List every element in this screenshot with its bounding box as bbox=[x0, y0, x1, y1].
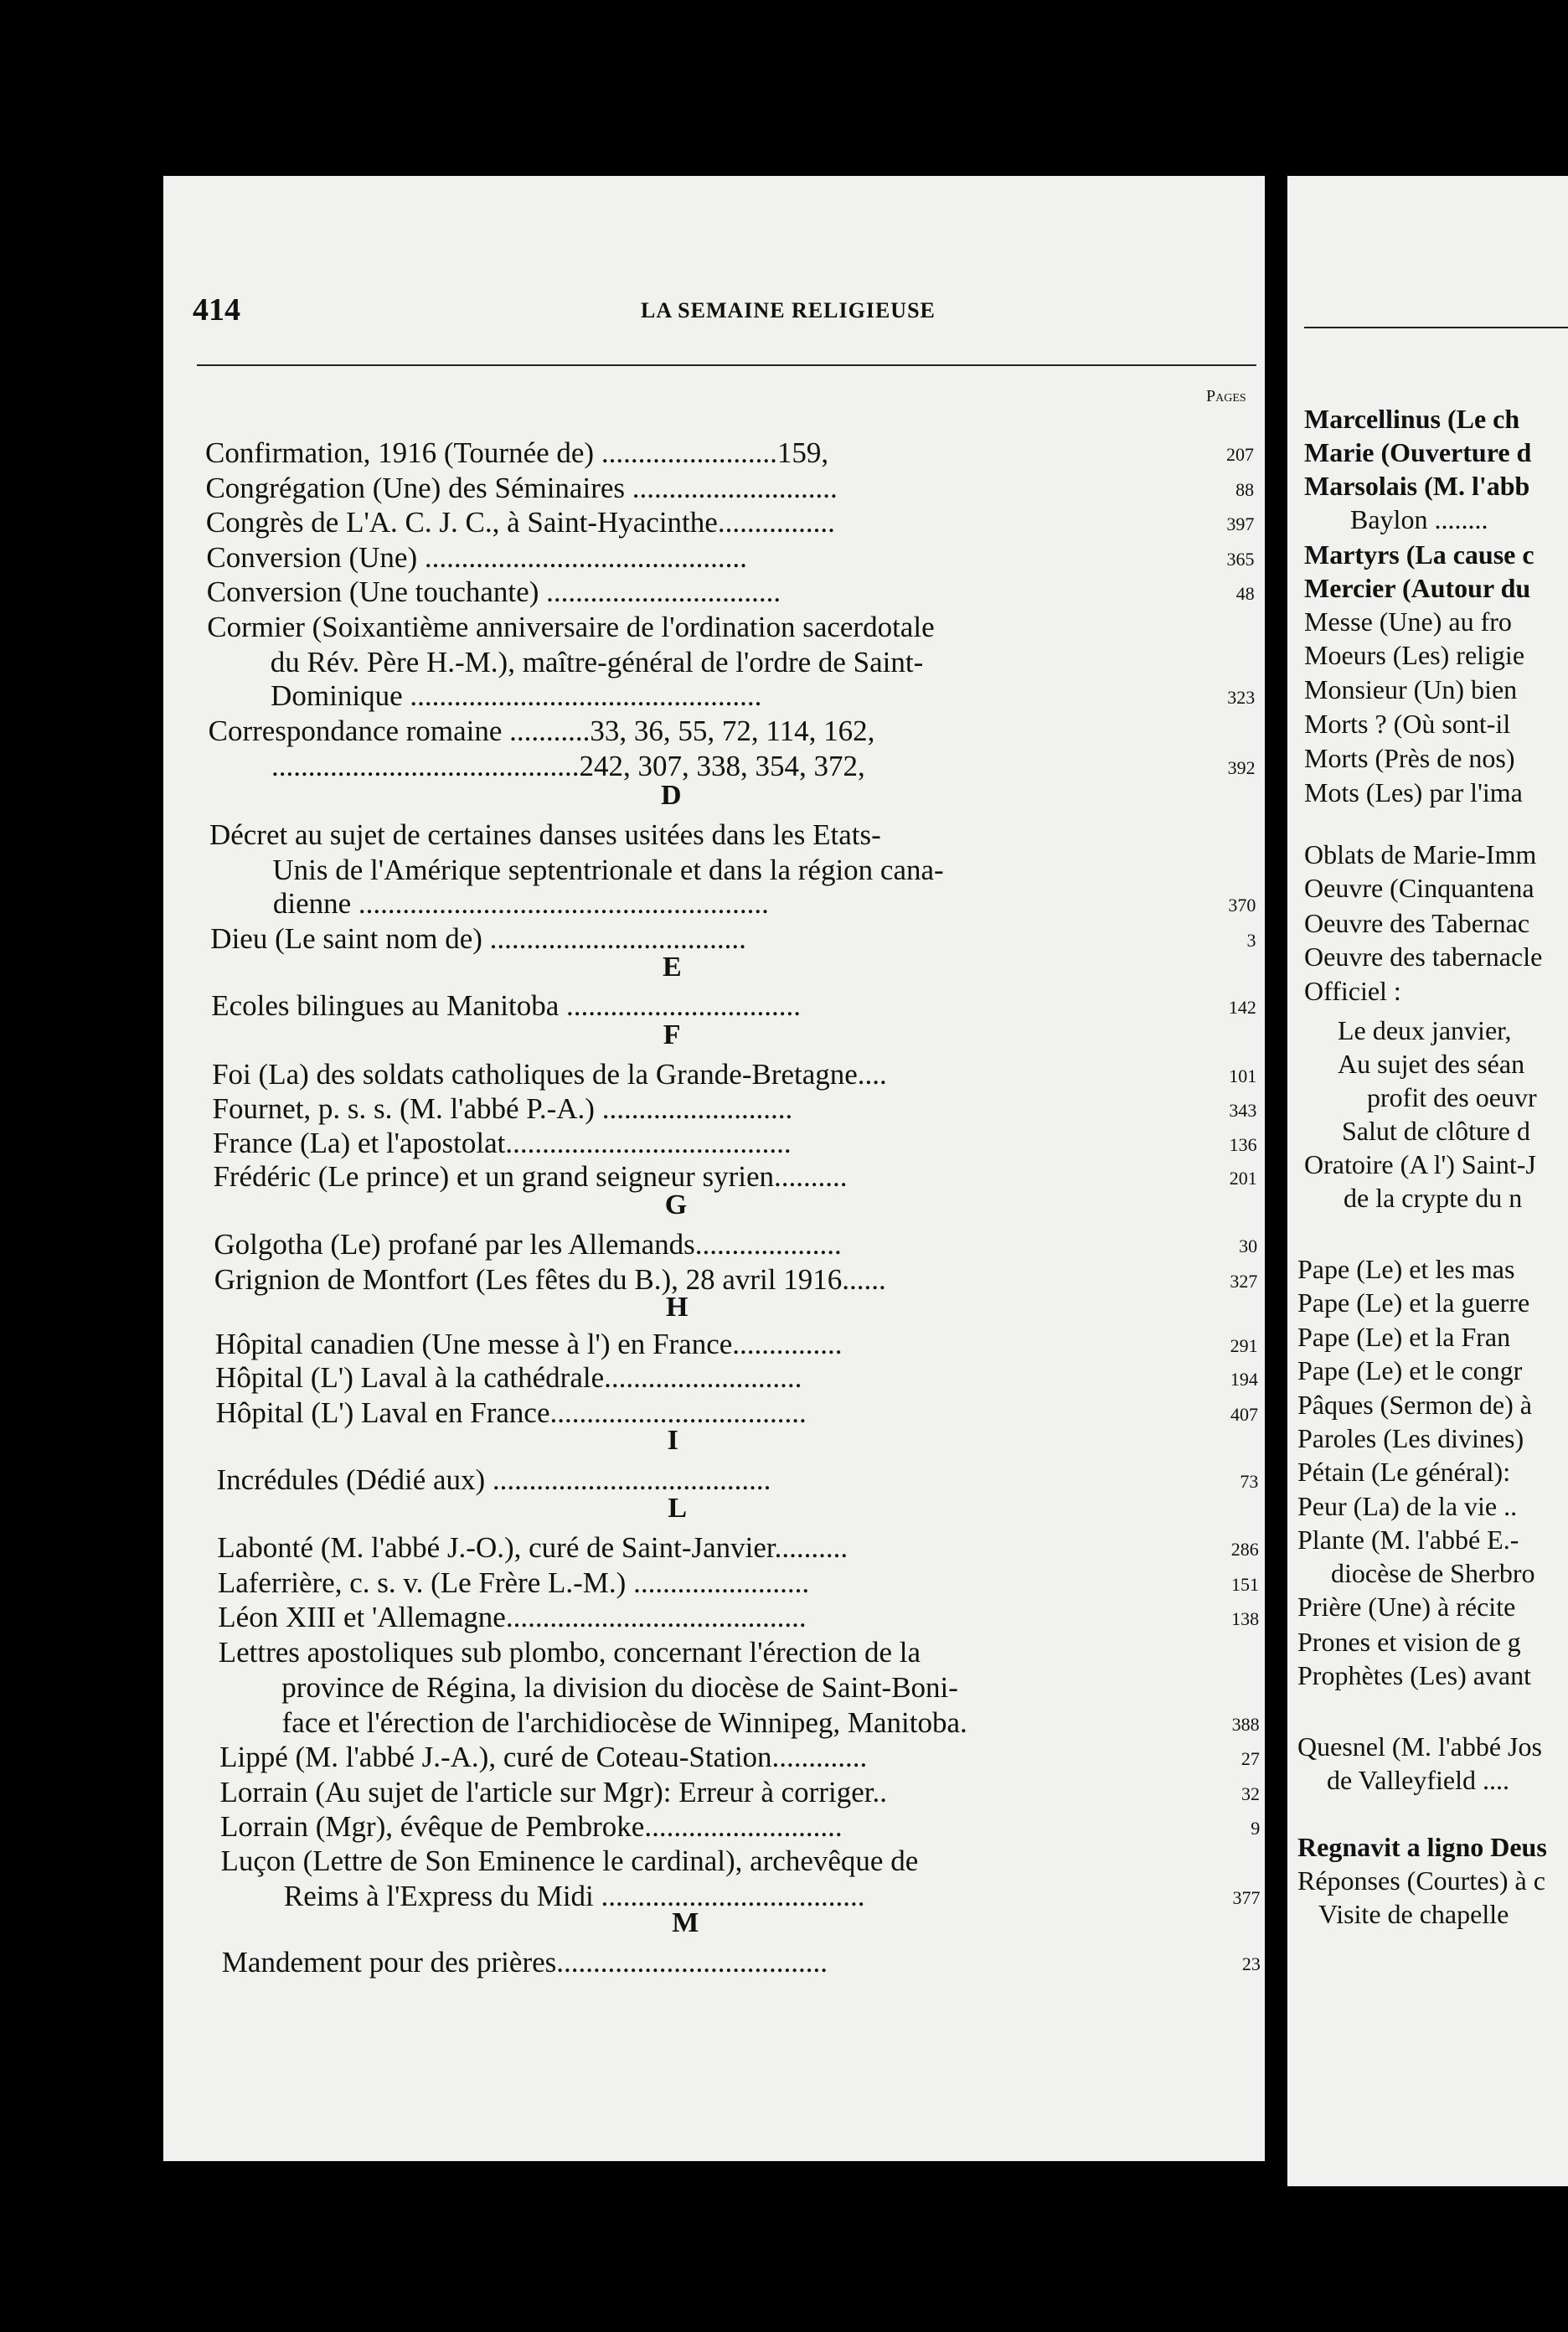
index-entry-text: Fournet, p. s. s. (M. l'abbé P.-A.) .......................... bbox=[212, 1092, 793, 1125]
right-index-entry: Pape (Le) et la guerre bbox=[1297, 1287, 1530, 1318]
index-entry-page: 142 bbox=[1228, 997, 1256, 1018]
right-index-entry: Oeuvre des Tabernac bbox=[1304, 908, 1530, 938]
running-header: LA SEMAINE RELIGIEUSE bbox=[641, 298, 936, 322]
index-entry-text: France (La) et l'apostolat....................................... bbox=[213, 1127, 792, 1159]
section-letter: M bbox=[672, 1907, 699, 1938]
index-entry-page: 88 bbox=[1235, 479, 1255, 500]
index-entry-text: Luçon (Lettre de Son Eminence le cardinal), archevêque de bbox=[220, 1844, 919, 1877]
right-index-entry: Martyrs (La cause c bbox=[1304, 539, 1534, 570]
index-entry-text: Unis de l'Amérique septentrionale et dans la région cana- bbox=[272, 854, 944, 886]
index-entry-text: Cormier (Soixantième anniversaire de l'ordination sacerdotale bbox=[207, 611, 935, 643]
index-entry-page: 138 bbox=[1231, 1608, 1260, 1629]
index-entry-page: 151 bbox=[1230, 1574, 1259, 1595]
section-letter: F bbox=[663, 1019, 681, 1050]
index-entry-page: 73 bbox=[1240, 1471, 1259, 1492]
pages-column-label: Pages bbox=[1206, 387, 1246, 405]
right-index-entry: Pape (Le) et la Fran bbox=[1297, 1322, 1511, 1352]
right-index-entry: Plante (M. l'abbé E.- bbox=[1297, 1525, 1519, 1555]
right-index-entry: Prophètes (Les) avant bbox=[1297, 1660, 1532, 1690]
index-entry-page: 201 bbox=[1229, 1168, 1257, 1189]
index-entry-page: 392 bbox=[1227, 757, 1256, 778]
right-index-entry: Pétain (Le général): bbox=[1297, 1457, 1511, 1487]
index-entry-text: Ecoles bilingues au Manitoba ................................ bbox=[211, 989, 801, 1022]
index-entry-page: 32 bbox=[1241, 1783, 1261, 1804]
index-entry-text: Mandement pour des prières..................................... bbox=[221, 1946, 828, 1979]
right-index-entry: Peur (La) de la vie .. bbox=[1297, 1491, 1518, 1521]
page-number: 414 bbox=[193, 292, 240, 328]
index-entry-text: Laferrière, c. s. v. (Le Frère L.-M.) ........................ bbox=[217, 1566, 810, 1599]
index-entry-text: du Rév. Père H.-M.), maître-général de l'ordre de Saint- bbox=[270, 646, 924, 678]
index-entry-page: 291 bbox=[1230, 1335, 1258, 1356]
index-entry-page: 370 bbox=[1228, 895, 1256, 916]
index-entry-page: 323 bbox=[1227, 687, 1256, 708]
right-index-entry: de Valleyfield .... bbox=[1327, 1765, 1510, 1795]
section-letter: D bbox=[661, 780, 682, 811]
index-entry-text: Lippé (M. l'abbé J.-A.), curé de Coteau-Station............. bbox=[219, 1741, 868, 1773]
index-entry-page: 48 bbox=[1235, 583, 1255, 604]
index-entry-page: 9 bbox=[1251, 1818, 1261, 1839]
index-entry-text: Confirmation, 1916 (Tournée de) ........................159, bbox=[205, 436, 829, 469]
header-rule bbox=[197, 364, 1256, 366]
index-entry-text: Reims à l'Express du Midi .................................... bbox=[283, 1880, 865, 1912]
right-index-entry: Prones et vision de g bbox=[1297, 1627, 1521, 1657]
section-letter: I bbox=[667, 1425, 678, 1456]
index-entry-page: 388 bbox=[1231, 1714, 1260, 1735]
right-index-entry: Le deux janvier, bbox=[1338, 1015, 1512, 1045]
right-index-entry: Mots (Les) par l'ima bbox=[1304, 777, 1523, 807]
index-entry-page: 136 bbox=[1229, 1134, 1257, 1155]
right-index-entry: Quesnel (M. l'abbé Jos bbox=[1297, 1731, 1542, 1762]
right-index-entry: Morts (Près de nos) bbox=[1304, 743, 1515, 773]
right-index-entry: Prière (Une) à récite bbox=[1297, 1592, 1516, 1622]
right-index-entry: Oblats de Marie-Imm bbox=[1304, 839, 1537, 869]
right-index-entry: Baylon ........ bbox=[1350, 504, 1488, 534]
index-entry-text: Dieu (Le saint nom de) ................................... bbox=[210, 922, 746, 955]
section-letter: G bbox=[664, 1189, 688, 1220]
right-index-entry: Paroles (Les divines) bbox=[1297, 1423, 1524, 1453]
index-entry-text: Dominique ................................................ bbox=[271, 679, 762, 712]
right-index-entry: Mercier (Autour du bbox=[1304, 573, 1531, 603]
right-index-entry: Marsolais (M. l'abb bbox=[1304, 471, 1530, 501]
index-entry-text: Décret au sujet de certaines danses usitées dans les Etats- bbox=[209, 818, 881, 851]
index-entry-text: Hôpital canadien (Une messe à l') en France............... bbox=[214, 1328, 843, 1360]
index-entry-text: Correspondance romaine ...........33, 36, 55, 72, 114, 162, bbox=[208, 715, 875, 747]
right-index-entry: Pâques (Sermon de) à bbox=[1297, 1390, 1532, 1420]
index-entry-page: 101 bbox=[1229, 1065, 1257, 1086]
right-index-entry: profit des oeuvr bbox=[1367, 1082, 1537, 1112]
right-index-entry: Regnavit a ligno Deus bbox=[1297, 1832, 1547, 1862]
index-entry-text: Hôpital (L') Laval en France................................... bbox=[215, 1396, 807, 1429]
right-header-rule bbox=[1304, 327, 1568, 328]
index-entry-text: Frédéric (Le prince) et un grand seigneur syrien.......... bbox=[213, 1160, 848, 1193]
index-entry-text: Lettres apostoliques sub plombo, concernant l'érection de la bbox=[218, 1636, 921, 1669]
index-entry-text: Incrédules (Dédié aux) ...................................... bbox=[216, 1463, 771, 1496]
index-entry-text: Conversion (Une touchante) ................................ bbox=[206, 575, 781, 608]
right-index-entry: Morts ? (Où sont-il bbox=[1304, 709, 1511, 739]
right-index-entry: Pape (Le) et les mas bbox=[1297, 1254, 1515, 1284]
index-entry-page: 23 bbox=[1241, 1953, 1261, 1974]
index-entry-page: 30 bbox=[1239, 1236, 1258, 1256]
index-entry-text: Lorrain (Au sujet de l'article sur Mgr): Erreur à corriger.. bbox=[219, 1776, 887, 1808]
section-letter: H bbox=[666, 1292, 689, 1323]
right-index-entry: Marie (Ouverture d bbox=[1304, 437, 1532, 467]
index-entry-text: Golgotha (Le) profané par les Allemands.................... bbox=[214, 1228, 842, 1261]
index-entry-text: Hôpital (L') Laval à la cathédrale........................... bbox=[215, 1361, 802, 1394]
right-index-entry: Au sujet des séan bbox=[1338, 1049, 1525, 1079]
right-index-entry: Marcellinus (Le ch bbox=[1304, 404, 1520, 434]
index-entry-text: province de Régina, la division du diocèse de Saint-Boni- bbox=[281, 1671, 958, 1704]
index-entry-page: 377 bbox=[1232, 1887, 1261, 1908]
section-letter: E bbox=[663, 952, 682, 983]
index-entry-page: 207 bbox=[1226, 444, 1254, 465]
index-entry-text: Conversion (Une) ............................................ bbox=[206, 541, 747, 574]
index-entry-text: Congrès de L'A. C. J. C., à Saint-Hyacinthe................ bbox=[205, 506, 835, 539]
index-entry-text: ..........................................242, 307, 338, 354, 372, bbox=[271, 750, 865, 782]
right-index-entry: Salut de clôture d bbox=[1342, 1116, 1530, 1146]
right-index-entry: Visite de chapelle bbox=[1318, 1899, 1509, 1929]
right-index-entry: Réponses (Courtes) à c bbox=[1297, 1865, 1545, 1896]
index-entry-page: 343 bbox=[1229, 1100, 1257, 1121]
index-entry-page: 407 bbox=[1230, 1404, 1259, 1425]
index-entry-page: 365 bbox=[1226, 549, 1255, 570]
index-entry-text: Foi (La) des soldats catholiques de la Grande-Bretagne.... bbox=[212, 1058, 887, 1091]
index-entry-page: 3 bbox=[1246, 930, 1256, 951]
right-index-entry: Oeuvre (Cinquantena bbox=[1304, 873, 1534, 903]
index-entry-text: face et l'érection de l'archidiocèse de Winnipeg, Manitoba. bbox=[281, 1706, 967, 1739]
section-letter: L bbox=[668, 1493, 688, 1524]
index-entry-text: Lorrain (Mgr), évêque de Pembroke........................... bbox=[220, 1810, 843, 1843]
right-index-entry: de la crypte du n bbox=[1344, 1183, 1523, 1213]
index-entry-text: Congrégation (Une) des Séminaires ............................ bbox=[205, 472, 838, 504]
right-index-entry: Officiel : bbox=[1304, 976, 1401, 1006]
left-page bbox=[163, 176, 1265, 2161]
right-index-entry: Oratoire (A l') Saint-J bbox=[1304, 1149, 1536, 1179]
right-index-entry: Monsieur (Un) bien bbox=[1304, 674, 1518, 704]
index-entry-text: Léon XIII et 'Allemagne......................................... bbox=[218, 1601, 807, 1633]
right-page bbox=[1287, 176, 1568, 2186]
index-entry-page: 397 bbox=[1226, 513, 1255, 534]
right-index-entry: Oeuvre des tabernacle bbox=[1304, 942, 1543, 972]
index-entry-page: 194 bbox=[1230, 1369, 1258, 1390]
index-entry-page: 286 bbox=[1230, 1539, 1259, 1560]
right-index-entry: Pape (Le) et le congr bbox=[1297, 1355, 1523, 1385]
right-index-entry: Messe (Une) au fro bbox=[1304, 606, 1512, 637]
right-index-entry: Moeurs (Les) religie bbox=[1304, 640, 1525, 670]
index-entry-page: 327 bbox=[1230, 1271, 1258, 1292]
index-entry-text: Labonté (M. l'abbé J.-O.), curé de Saint-Janvier.......... bbox=[217, 1531, 848, 1564]
index-entry-page: 27 bbox=[1240, 1748, 1260, 1769]
index-entry-text: Grignion de Montfort (Les fêtes du B.), 28 avril 1916...... bbox=[214, 1263, 886, 1296]
index-entry-text: dienne ........................................................ bbox=[272, 887, 769, 920]
right-index-entry: diocèse de Sherbro bbox=[1331, 1558, 1535, 1588]
